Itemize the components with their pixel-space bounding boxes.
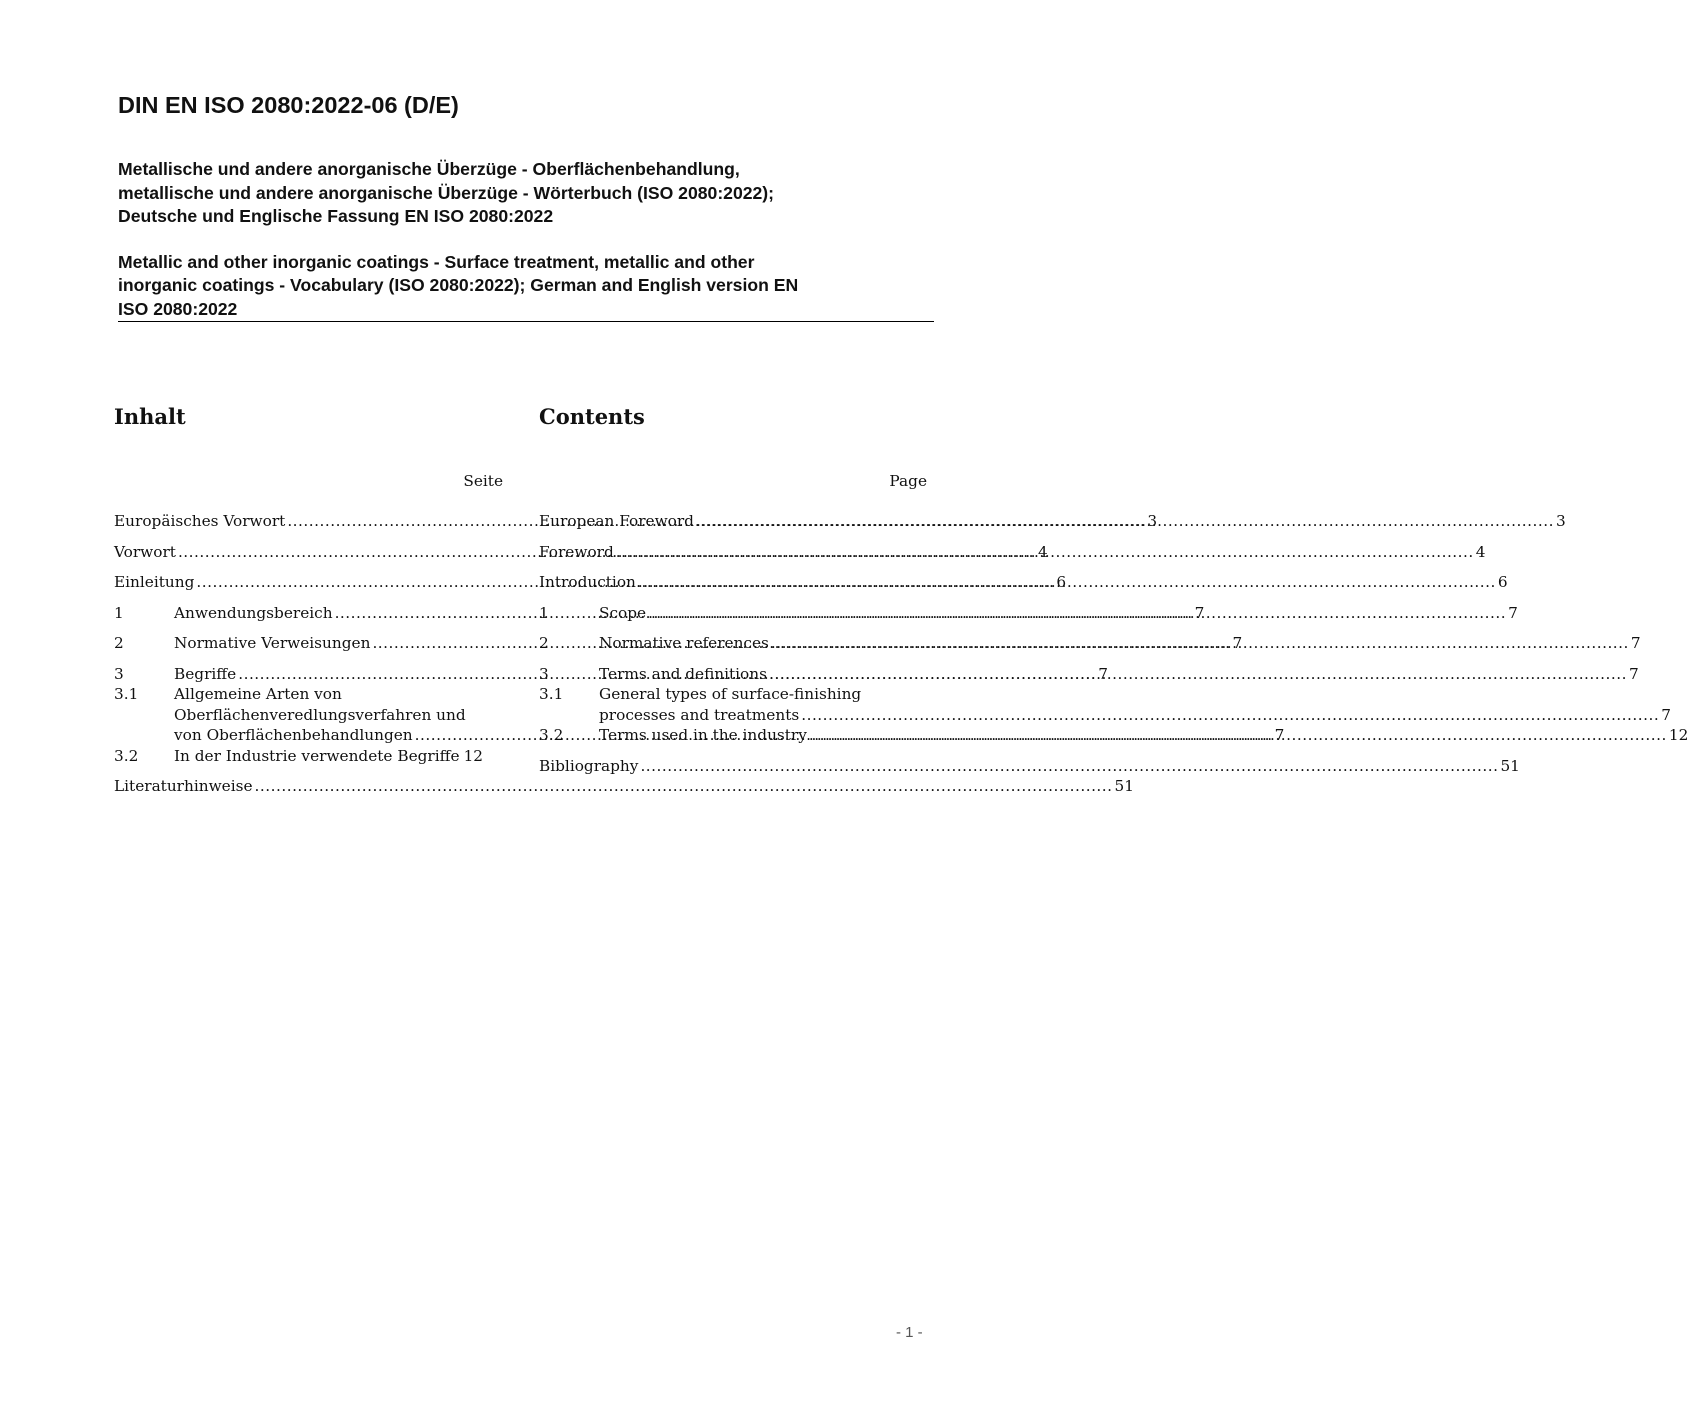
toc-entry[interactable]: Vorwort ..... 4 <box>114 542 492 563</box>
document-header <box>118 90 934 323</box>
toc-entry[interactable]: 3 Begriffe ..... 7 <box>114 664 492 685</box>
toc-entry[interactable]: Introduction ..... 6 <box>539 572 927 593</box>
toc-entry[interactable]: 1 Anwendungsbereich ..... 7 <box>114 603 492 624</box>
page-column-label: Seite <box>463 472 503 490</box>
page-column-label: Page <box>889 472 927 490</box>
toc-entry[interactable]: 3.2 Terms used in the industry ..... 12 <box>539 725 927 746</box>
toc-heading: Inhalt <box>114 404 186 429</box>
toc-heading: Contents <box>539 404 645 429</box>
toc-entry[interactable]: 1 Scope ..... 7 <box>539 603 927 624</box>
toc-entry[interactable]: 3.1 Allgemeine Arten von Oberflächenveredlungsverfahren und von Oberflächenbehandlungen ..... 7 <box>114 684 492 746</box>
toc-entry[interactable]: 3.2 In der Industrie verwendete Begriffe 12 <box>114 746 484 765</box>
toc-entry[interactable]: Einleitung ..... 6 <box>114 572 492 593</box>
toc-entry[interactable]: Foreword ..... 4 <box>539 542 927 563</box>
header-divider <box>118 321 934 322</box>
title-english: Metallic and other inorganic coatings - Surface treatment, metallic and other inorganic coatings - Vocabulary (ISO 2080:2022); German and English version EN ISO 2080:2022 <box>118 251 799 319</box>
title-german: Metallische und andere anorganische Überzüge - Oberflächenbehandlung, metallische und andere anorganische Überzüge - Wörterbuch (ISO 2080:2022); Deutsche und Englische Fassung EN ISO 2080:2022 <box>118 159 775 226</box>
toc-entry[interactable]: Bibliography ..... 51 <box>539 756 927 777</box>
document-id: DIN EN ISO 2080:2022-06 (D/E) <box>118 92 459 118</box>
toc-entry[interactable]: European Foreword ..... 3 <box>539 511 927 532</box>
toc-entry[interactable]: 3 Terms and definitions ..... 7 <box>539 664 927 685</box>
toc-entry[interactable]: 3.1 General types of surface-finishing processes and treatments ..... 7 <box>539 684 927 725</box>
toc-entry[interactable]: Europäisches Vorwort ..... 3 <box>114 511 492 532</box>
toc-entry[interactable]: Literaturhinweise ..... 51 <box>114 776 492 797</box>
toc-entry[interactable]: 2 Normative Verweisungen ..... 7 <box>114 633 492 654</box>
page-number: - 1 - <box>896 1324 923 1341</box>
toc-entry[interactable]: 2 Normative references ..... 7 <box>539 633 927 654</box>
